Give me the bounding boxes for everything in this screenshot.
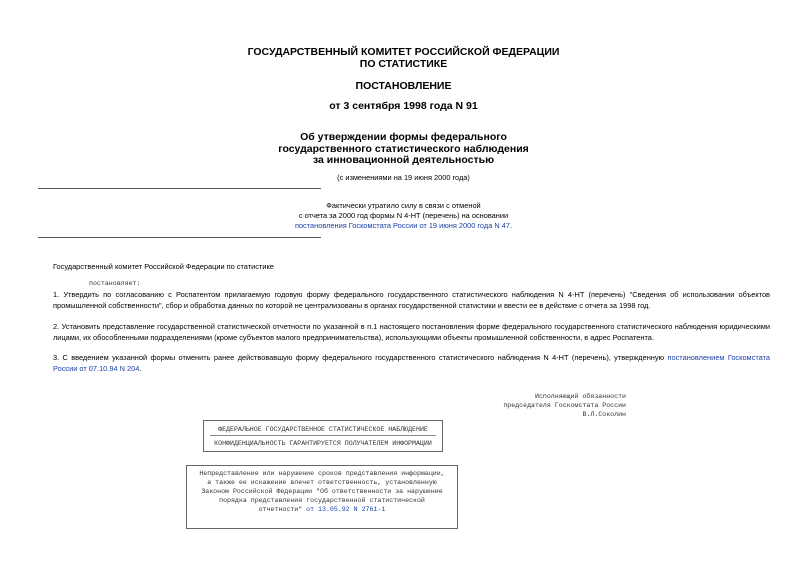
warning-line-5 [187,505,457,514]
paragraph-3 [53,353,770,374]
warning-box [186,465,458,529]
paragraph-3-text: 3. С введением указанной формы отменить ранее действовавшую форму федерального государственного статистического наблюдения N 4-НТ (перечень), утвержденную [53,353,665,362]
warning-line-2: а также ее искажение влечет ответственность, установленную [207,479,437,486]
repeal-decree-link[interactable]: постановления Госкомстата России от 19 июня 2000 года N 47 [294,221,510,230]
signature-line-1: Исполняющий обязанности [534,393,626,400]
warning-line-5-text: отчетности" [258,506,303,513]
issuer-line-1: ГОСУДАРСТВЕННЫЙ КОМИТЕТ РОССИЙСКОЙ ФЕДЕРАЦИИ [247,46,560,58]
warning-line-3: Законом Российской Федерации "Об ответственности за нарушение [201,488,443,495]
form-header-separator [210,435,436,436]
divider-top [38,188,321,189]
status-line-3-end: . [509,221,513,230]
signature-name: В.Л.Соколин [582,411,626,418]
law-2761-link[interactable]: от 13.05.92 N 2761-1 [306,506,386,513]
status-line-2: с отчета за 2000 год формы N 4-НТ (перечень) на основании [298,211,509,220]
warning-line-4: порядка представления государственной статистической [219,497,425,504]
paragraph-1: 1. Утвердить по согласованию с Роспатентом прилагаемую годовую форму федерального государственного статистического наблюдения N 4-НТ (перечень) "Сведения об использовании объектов промышленной собственности", сбор и обработка данных по которой не централизованы в органах государственной статистики и ввести ее в действие с отчета за 1998 год. [53,290,770,310]
document-type: ПОСТАНОВЛЕНИЕ [355,80,452,92]
issuer-line-2: ПО СТАТИСТИКЕ [359,58,448,70]
title-line-2: государственного статистического наблюдения [278,143,529,155]
warning-line-1: Непредставление или нарушение сроков представления информации, [199,470,445,477]
decree-204-link[interactable]: постановлением Госкомстата России от 07.10.94 N 204 [53,353,770,373]
form-header-line-1: ФЕДЕРАЛЬНОЕ ГОСУДАРСТВЕННОЕ СТАТИСТИЧЕСКОЕ НАБЛЮДЕНИЕ [218,426,428,433]
amendments-note: (с изменениями на 19 июня 2000 года) [337,173,470,182]
form-header-box [203,420,443,452]
signature-line-2: председателя Госкомстата России [503,402,626,409]
title-line-3: за инновационной деятельностью [312,154,495,166]
document-date-number: от 3 сентября 1998 года N 91 [329,100,478,112]
divider-bottom [38,237,321,238]
intro-text: Государственный комитет Российской Федерации по статистике [53,262,274,271]
title-line-1: Об утверждении формы федерального [300,131,507,143]
paragraph-2: 2. Установить представление государственной статистической отчетности по указанной в п.1 настоящего постановления форме федерального государственного статистического наблюдения юридическими лицами, их обособленными подразделениями (кроме субъектов малого предпринимательства), использующими объекты промышленной собственности, в адрес Роспатента. [53,322,770,342]
form-header-line-2: КОНФИДЕНЦИАЛЬНОСТЬ ГАРАНТИРУЕТСЯ ПОЛУЧАТЕЛЕМ ИНФОРМАЦИИ [214,440,432,447]
status-line-3 [0,221,807,231]
status-line-1: Фактически утратило силу в связи с отменой [326,201,481,210]
decree-word: постановляет: [89,280,141,287]
paragraph-3-end: . [139,363,142,373]
